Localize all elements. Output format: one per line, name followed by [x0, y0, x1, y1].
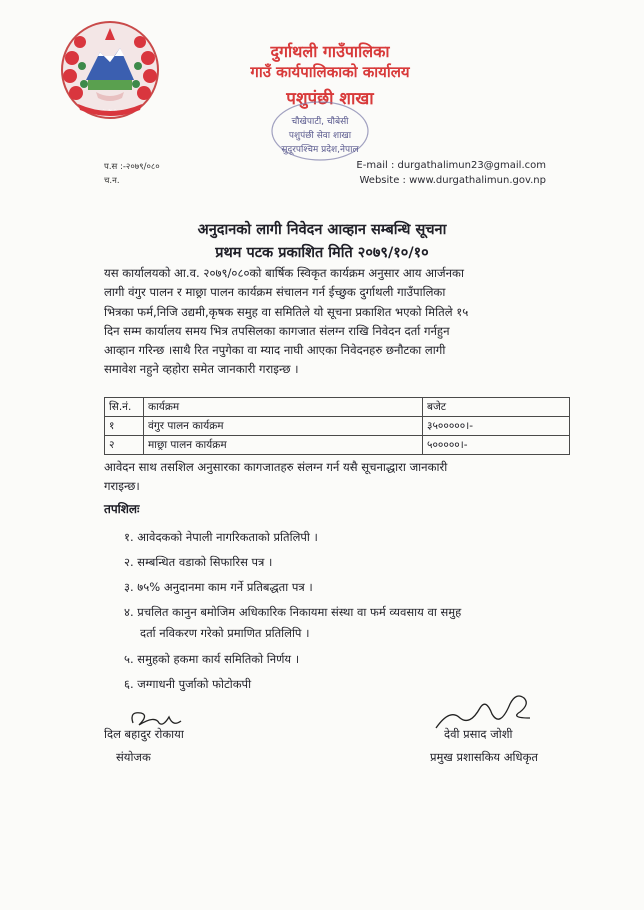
notice-body: [104, 264, 570, 380]
after-table-line: आवेदन साथ तसशिल अनुसारका कागजातहरु संलग्न गर्न यसै सूचनाद्धारा जानकारी: [104, 460, 448, 474]
right-signatory-title: प्रमुख प्रशासकिय अधिकृत: [430, 750, 538, 764]
nepal-emblem-icon: [58, 18, 162, 122]
body-line: आव्हान गरिन्छ ।साथै रित नपुगेका वा म्याद नाघी आएका निवेदनहरु छनौटका लागी: [104, 343, 446, 358]
right-signatory-name: देवी प्रसाद जोशी: [444, 727, 513, 741]
stamp-line-3: सुदूरपश्चिम प्रदेश,नेपाल: [281, 145, 359, 155]
left-signatory-name: दिल बहादुर रोकाया: [104, 727, 184, 741]
office-name-line-3: पशुपंछी शाखा: [286, 89, 374, 109]
left-signatory-title: संयोजक: [116, 750, 151, 764]
cell-program: माछ्रा पालन कार्यक्रम: [144, 436, 423, 455]
svg-text:~ ~ ~: ~ ~ ~: [102, 108, 118, 114]
notice-subtitle: प्रथम पटक प्रकाशित मिति २०७९/१०/१०: [215, 245, 429, 261]
table-row: [105, 436, 570, 455]
cell-sn: २: [105, 436, 144, 455]
header-cell-sn: सि.नं.: [105, 398, 144, 417]
office-name-line-2: गाउँ कार्यपालिकाको कार्यालय: [250, 63, 410, 81]
cell-sn: १: [105, 417, 144, 436]
website-address: Website : www.durgathalimun.gov.np: [359, 175, 546, 186]
body-line: भित्रका फर्म,निजि उद्यमी,कृषक समुह वा समितिले यो सूचना प्रकाशित भएको मितिले १५: [104, 304, 469, 319]
annex-item-continued: दर्ता नविकरण गरेको प्रमाणित प्रतिलिपि ।: [140, 626, 310, 640]
body-line: यस कार्यालयको आ.व. २०७९/०८०को बार्षिक स्विकृत कार्यक्रम अनुसार आय आर्जनका: [104, 266, 464, 280]
cell-budget: ३५०००००।-: [423, 417, 570, 436]
body-line: लागी वंगुर पालन र माछ्रा पालन कार्यक्रम संचालन गर्न ईच्छुक दुर्गाथली गाउँपालिका: [104, 285, 446, 300]
annex-heading: तपशिलः: [104, 502, 140, 516]
budget-table: [104, 397, 570, 455]
annex-item: ४. प्रचलित कानुन बमोजिम अधिकारिक निकायमा संस्था वा फर्म व्यवसाय वा समुह: [124, 605, 462, 619]
table-row: [105, 417, 570, 436]
cell-budget: ५०००००।-: [423, 436, 570, 455]
body-line: समावेश नहुने व्हहोरा समेत जानकारी गराइन्छ ।: [104, 362, 299, 377]
dispatch-number: च.न.: [104, 176, 120, 186]
annex-item: २. सम्बन्धित वडाको सिफारिस पत्र ।: [124, 555, 273, 569]
header-cell-program: कार्यक्रम: [144, 398, 423, 417]
notice-title: अनुदानको लागी निवेदन आव्हान सम्बन्धि सूचना: [197, 222, 447, 238]
annex-item: ५. समुहको हकमा कार्य समितिको निर्णय ।: [124, 652, 300, 666]
stamp-line-1: चौखेपाटी, चौबेसी: [291, 117, 349, 127]
annex-item: ३. ७५% अनुदानमा काम गर्ने प्रतिबद्धता पत्र ।: [124, 580, 313, 594]
office-name-line-1: दुर्गाथली गाउँपालिका: [270, 42, 390, 61]
annex-item: ६. जग्गाधनी पुर्जाको फोटोकपी: [124, 677, 252, 691]
after-table-text: [104, 458, 570, 497]
cell-program: वंगुर पालन कार्यक्रम: [144, 417, 423, 436]
header-cell-budget: बजेट: [423, 398, 570, 417]
body-line: दिन सम्म कार्यालय समय भित्र तपसिलका कागजात संलग्न राखि निवेदन दर्ता गर्नहुन: [104, 323, 450, 338]
office-stamp: [270, 100, 370, 162]
annex-item: १. आवेदकको नेपाली नागरिकताको प्रतिलिपी ।: [124, 530, 318, 544]
reference-number: प.स :-२०७९/०८०: [104, 162, 160, 172]
email-address: E-mail : durgathalimun23@gmail.com: [356, 160, 546, 171]
table-header-row: [105, 398, 570, 417]
stamp-line-2: पशुपंछी सेवा शाखा: [288, 131, 352, 141]
after-table-line: गराइन्छ।: [104, 479, 140, 494]
